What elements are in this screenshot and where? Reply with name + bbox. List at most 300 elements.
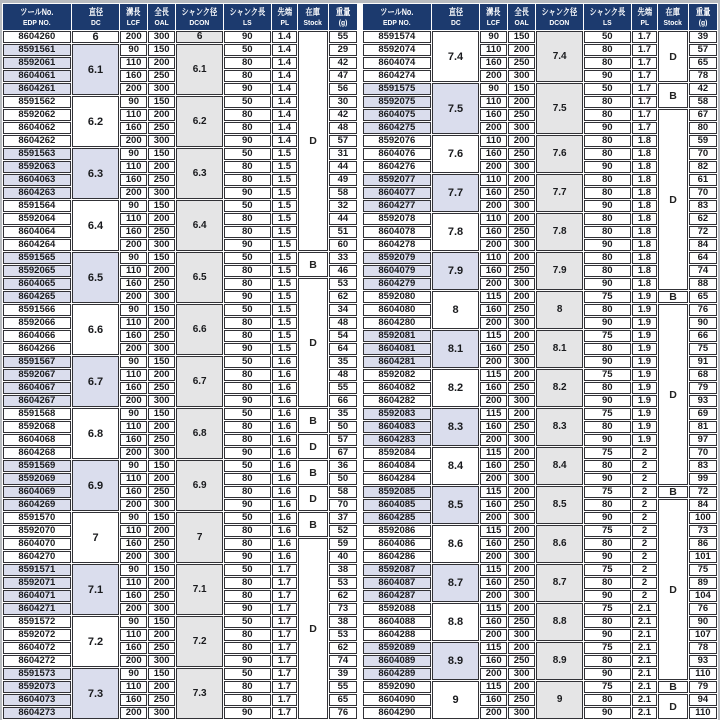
edp-cell: 8604280 <box>363 317 431 329</box>
ls-cell: 80 <box>584 538 631 550</box>
weight-cell: 55 <box>329 681 357 693</box>
oal-cell: 250 <box>148 694 175 706</box>
edp-cell: 8592064 <box>3 213 71 225</box>
ls-cell: 90 <box>224 707 271 719</box>
pl-cell: 2.1 <box>632 603 658 615</box>
ls-cell: 75 <box>584 564 631 576</box>
ls-cell: 90 <box>584 512 631 524</box>
oal-cell: 250 <box>508 304 535 316</box>
edp-cell: 8604279 <box>363 278 431 290</box>
lcf-cell: 160 <box>480 304 507 316</box>
lcf-cell: 160 <box>480 57 507 69</box>
weight-cell: 78 <box>689 642 717 654</box>
pl-cell: 1.8 <box>632 252 658 264</box>
oal-cell: 250 <box>508 265 535 277</box>
ls-cell: 90 <box>584 551 631 563</box>
dc-cell: 8.3 <box>432 408 480 446</box>
oal-cell: 250 <box>148 434 175 446</box>
pl-cell: 1.5 <box>272 330 298 342</box>
oal-cell: 300 <box>508 434 535 446</box>
dc-cell: 8.1 <box>432 330 480 368</box>
pl-cell: 2.1 <box>632 707 658 719</box>
lcf-cell: 90 <box>120 616 147 628</box>
pl-cell: 1.8 <box>632 161 658 173</box>
oal-cell: 300 <box>508 356 535 368</box>
oal-cell: 300 <box>508 278 535 290</box>
ls-cell: 90 <box>224 343 271 355</box>
pl-cell: 1.7 <box>632 109 658 121</box>
dc-cell: 8.2 <box>432 369 480 407</box>
lcf-cell: 110 <box>480 213 507 225</box>
stock-cell: B <box>658 681 687 693</box>
col-header-jp: 溝長 <box>126 7 141 17</box>
dc-cell: 6.4 <box>72 200 120 251</box>
lcf-cell: 160 <box>480 109 507 121</box>
dc-cell: 6.3 <box>72 148 120 199</box>
edp-cell: 8604287 <box>363 590 431 602</box>
weight-cell: 58 <box>689 96 717 108</box>
ls-cell: 75 <box>584 642 631 654</box>
weight-cell: 54 <box>329 330 357 342</box>
col-header-jp: 重量 <box>335 7 351 17</box>
oal-cell: 150 <box>148 304 175 316</box>
stock-cell: B <box>658 83 687 108</box>
lcf-cell: 200 <box>120 499 147 511</box>
lcf-cell: 200 <box>480 668 507 680</box>
weight-cell: 90 <box>689 317 717 329</box>
lcf-cell: 160 <box>480 538 507 550</box>
ls-cell: 80 <box>584 226 631 238</box>
oal-cell: 250 <box>148 330 175 342</box>
pl-cell: 1.9 <box>632 291 658 303</box>
lcf-cell: 200 <box>480 356 507 368</box>
edp-cell: 8604075 <box>363 109 431 121</box>
oal-cell: 300 <box>508 473 535 485</box>
pl-cell: 1.9 <box>632 395 658 407</box>
oal-cell: 150 <box>148 564 175 576</box>
dcon-cell: 6.2 <box>176 96 223 147</box>
pl-cell: 1.5 <box>272 317 298 329</box>
weight-cell: 110 <box>689 707 717 719</box>
dcon-cell: 6 <box>176 31 223 43</box>
weight-cell: 51 <box>329 226 357 238</box>
oal-cell: 200 <box>508 213 535 225</box>
lcf-cell: 200 <box>480 278 507 290</box>
dc-cell: 6.7 <box>72 356 120 407</box>
ls-cell: 80 <box>584 252 631 264</box>
ls-cell: 80 <box>224 265 271 277</box>
edp-cell: 8591561 <box>3 44 71 56</box>
edp-cell: 8604263 <box>3 187 71 199</box>
dc-cell: 7.6 <box>432 135 480 173</box>
edp-cell: 8592087 <box>363 564 431 576</box>
pl-cell: 2 <box>632 447 658 459</box>
dcon-cell: 8.8 <box>536 603 583 641</box>
spec-table-right <box>362 3 718 720</box>
oal-cell: 200 <box>148 577 175 589</box>
stock-cell: D <box>658 694 687 719</box>
ls-cell: 90 <box>224 499 271 511</box>
edp-cell: 8604086 <box>363 538 431 550</box>
edp-cell: 8591569 <box>3 460 71 472</box>
lcf-cell: 110 <box>120 421 147 433</box>
edp-cell: 8592086 <box>363 525 431 537</box>
oal-cell: 200 <box>148 421 175 433</box>
dcon-cell: 9 <box>536 681 583 719</box>
col-header-jp: 先端 <box>277 7 292 17</box>
pl-cell: 1.7 <box>632 83 658 95</box>
ls-cell: 90 <box>584 668 631 680</box>
edp-cell: 8604290 <box>363 707 431 719</box>
ls-cell: 75 <box>584 330 631 342</box>
weight-cell: 62 <box>329 642 357 654</box>
lcf-cell: 110 <box>120 109 147 121</box>
weight-cell: 57 <box>689 44 717 56</box>
lcf-cell: 110 <box>120 369 147 381</box>
col-header-en: OAL <box>154 18 169 27</box>
lcf-cell: 160 <box>120 174 147 186</box>
weight-cell: 53 <box>329 629 357 641</box>
stock-cell: D <box>658 109 687 290</box>
dcon-cell: 7.4 <box>536 31 583 82</box>
edp-cell: 8591570 <box>3 512 71 524</box>
edp-cell: 8604073 <box>3 694 71 706</box>
dc-cell: 7 <box>72 512 120 563</box>
edp-cell: 8604283 <box>363 434 431 446</box>
lcf-cell: 200 <box>480 629 507 641</box>
lcf-cell: 200 <box>120 239 147 251</box>
edp-cell: 8604066 <box>3 330 71 342</box>
edp-cell: 8604068 <box>3 434 71 446</box>
ls-cell: 90 <box>224 551 271 563</box>
ls-cell: 80 <box>224 70 271 82</box>
pl-cell: 1.7 <box>632 96 658 108</box>
col-header-oal <box>508 4 535 30</box>
weight-cell: 36 <box>329 460 357 472</box>
ls-cell: 50 <box>224 304 271 316</box>
lcf-cell: 115 <box>480 369 507 381</box>
dc-cell: 7.4 <box>432 31 480 82</box>
dcon-cell: 8.6 <box>536 525 583 563</box>
edp-cell: 8604271 <box>3 603 71 615</box>
pl-cell: 2 <box>632 538 658 550</box>
pl-cell: 2.1 <box>632 655 658 667</box>
ls-cell: 50 <box>224 668 271 680</box>
col-header-dcon <box>536 4 583 30</box>
oal-cell: 250 <box>148 122 175 134</box>
oal-cell: 200 <box>508 369 535 381</box>
lcf-cell: 115 <box>480 291 507 303</box>
edp-cell: 8604071 <box>3 590 71 602</box>
oal-cell: 150 <box>148 512 175 524</box>
lcf-cell: 90 <box>120 44 147 56</box>
col-header-jp: シャンク径 <box>181 7 218 17</box>
ls-cell: 80 <box>584 694 631 706</box>
lcf-cell: 160 <box>480 421 507 433</box>
edp-cell: 8604270 <box>3 551 71 563</box>
ls-cell: 80 <box>584 44 631 56</box>
lcf-cell: 115 <box>480 330 507 342</box>
edp-cell: 8604077 <box>363 187 431 199</box>
ls-cell: 50 <box>224 408 271 420</box>
ls-cell: 80 <box>224 317 271 329</box>
edp-cell: 8592083 <box>363 408 431 420</box>
ls-cell: 50 <box>224 460 271 472</box>
edp-cell: 8592076 <box>363 135 431 147</box>
oal-cell: 250 <box>508 694 535 706</box>
edp-cell: 8604272 <box>3 655 71 667</box>
col-header-jp: 在庫 <box>305 7 321 17</box>
oal-cell: 150 <box>148 668 175 680</box>
ls-cell: 90 <box>584 122 631 134</box>
dcon-cell: 8 <box>536 291 583 329</box>
ls-cell: 90 <box>224 447 271 459</box>
pl-cell: 1.7 <box>272 603 298 615</box>
lcf-cell: 110 <box>120 577 147 589</box>
oal-cell: 300 <box>148 31 175 43</box>
weight-cell: 90 <box>689 616 717 628</box>
stock-cell: B <box>298 252 327 277</box>
weight-cell: 67 <box>329 447 357 459</box>
pl-cell: 1.7 <box>632 122 658 134</box>
oal-cell: 300 <box>148 187 175 199</box>
lcf-cell: 160 <box>120 70 147 82</box>
ls-cell: 80 <box>224 629 271 641</box>
oal-cell: 200 <box>148 525 175 537</box>
ls-cell: 50 <box>224 616 271 628</box>
weight-cell: 97 <box>689 434 717 446</box>
weight-cell: 81 <box>689 421 717 433</box>
col-header-en: LCF <box>487 18 501 27</box>
lcf-cell: 200 <box>480 200 507 212</box>
lcf-cell: 110 <box>120 525 147 537</box>
lcf-cell: 200 <box>120 655 147 667</box>
edp-cell: 8591573 <box>3 668 71 680</box>
col-header-en: Stock <box>663 18 683 27</box>
pl-cell: 1.6 <box>272 395 298 407</box>
weight-cell: 84 <box>689 499 717 511</box>
weight-cell: 70 <box>329 499 357 511</box>
edp-cell: 8604070 <box>3 538 71 550</box>
dc-cell: 8.8 <box>432 603 480 641</box>
pl-cell: 1.5 <box>272 200 298 212</box>
oal-cell: 150 <box>508 83 535 95</box>
edp-cell: 8592084 <box>363 447 431 459</box>
oal-cell: 150 <box>148 408 175 420</box>
weight-cell: 110 <box>689 668 717 680</box>
oal-cell: 200 <box>148 681 175 693</box>
dcon-cell: 6.3 <box>176 148 223 199</box>
pl-cell: 2 <box>632 512 658 524</box>
ls-cell: 80 <box>224 434 271 446</box>
pl-cell: 1.6 <box>272 486 298 498</box>
oal-cell: 200 <box>508 681 535 693</box>
pl-cell: 1.6 <box>272 538 298 550</box>
dc-cell: 7.9 <box>432 252 480 290</box>
ls-cell: 80 <box>584 421 631 433</box>
pl-cell: 2.1 <box>632 629 658 641</box>
dc-cell: 6.5 <box>72 252 120 303</box>
ls-cell: 80 <box>584 460 631 472</box>
ls-cell: 80 <box>584 96 631 108</box>
col-header-oal <box>148 4 175 30</box>
edp-cell: 8604273 <box>3 707 71 719</box>
lcf-cell: 110 <box>480 174 507 186</box>
spec-table-left-wrap <box>2 3 358 720</box>
ls-cell: 80 <box>224 681 271 693</box>
oal-cell: 200 <box>148 213 175 225</box>
lcf-cell: 200 <box>480 473 507 485</box>
lcf-cell: 160 <box>480 265 507 277</box>
weight-cell: 55 <box>329 382 357 394</box>
pl-cell: 1.9 <box>632 330 658 342</box>
lcf-cell: 110 <box>480 44 507 56</box>
pl-cell: 1.7 <box>272 655 298 667</box>
ls-cell: 80 <box>224 590 271 602</box>
weight-cell: 48 <box>329 122 357 134</box>
lcf-cell: 90 <box>480 83 507 95</box>
oal-cell: 300 <box>148 707 175 719</box>
lcf-cell: 110 <box>120 629 147 641</box>
dc-cell: 8.6 <box>432 525 480 563</box>
stock-cell: D <box>298 538 327 719</box>
lcf-cell: 200 <box>480 70 507 82</box>
pl-cell: 1.5 <box>272 174 298 186</box>
ls-cell: 50 <box>224 564 271 576</box>
oal-cell: 300 <box>508 161 535 173</box>
lcf-cell: 200 <box>480 434 507 446</box>
spec-table-right-wrap <box>362 3 718 720</box>
col-header-dc <box>432 4 480 30</box>
pl-cell: 1.8 <box>632 187 658 199</box>
pl-cell: 1.5 <box>272 148 298 160</box>
pl-cell: 1.8 <box>632 265 658 277</box>
weight-cell: 104 <box>689 590 717 602</box>
col-header-jp: 先端 <box>637 7 652 17</box>
oal-cell: 300 <box>508 629 535 641</box>
dcon-cell: 6.4 <box>176 200 223 251</box>
lcf-cell: 90 <box>120 668 147 680</box>
lcf-cell: 160 <box>480 499 507 511</box>
pl-cell: 2.1 <box>632 616 658 628</box>
weight-cell: 60 <box>329 239 357 251</box>
edp-cell: 8592090 <box>363 681 431 693</box>
ls-cell: 90 <box>584 629 631 641</box>
lcf-cell: 160 <box>120 278 147 290</box>
col-header-jp: ツールNo. <box>380 7 414 17</box>
pl-cell: 2.1 <box>632 668 658 680</box>
pl-cell: 1.7 <box>272 577 298 589</box>
edp-cell: 8592068 <box>3 421 71 433</box>
oal-cell: 300 <box>508 395 535 407</box>
dc-cell: 6 <box>72 31 120 43</box>
edp-cell: 8591563 <box>3 148 71 160</box>
ls-cell: 80 <box>224 369 271 381</box>
weight-cell: 91 <box>689 356 717 368</box>
pl-cell: 1.8 <box>632 148 658 160</box>
lcf-cell: 115 <box>480 681 507 693</box>
edp-cell: 8592079 <box>363 252 431 264</box>
pl-cell: 1.4 <box>272 70 298 82</box>
weight-cell: 52 <box>329 525 357 537</box>
weight-cell: 33 <box>329 252 357 264</box>
dcon-cell: 8.7 <box>536 564 583 602</box>
oal-cell: 200 <box>508 642 535 654</box>
stock-cell: D <box>298 278 327 407</box>
pl-cell: 1.9 <box>632 343 658 355</box>
dcon-cell: 8.4 <box>536 447 583 485</box>
oal-cell: 300 <box>148 83 175 95</box>
ls-cell: 90 <box>584 70 631 82</box>
edp-cell: 8591574 <box>363 31 431 43</box>
ls-cell: 80 <box>584 577 631 589</box>
weight-cell: 53 <box>329 278 357 290</box>
lcf-cell: 110 <box>480 252 507 264</box>
edp-cell: 8604065 <box>3 278 71 290</box>
dcon-cell: 8.3 <box>536 408 583 446</box>
weight-cell: 48 <box>329 317 357 329</box>
ls-cell: 90 <box>224 135 271 147</box>
dc-cell: 8.9 <box>432 642 480 680</box>
pl-cell: 1.5 <box>272 187 298 199</box>
ls-cell: 80 <box>224 213 271 225</box>
ls-cell: 80 <box>224 122 271 134</box>
ls-cell: 50 <box>224 200 271 212</box>
edp-cell: 8604074 <box>363 57 431 69</box>
lcf-cell: 200 <box>480 590 507 602</box>
weight-cell: 82 <box>689 161 717 173</box>
weight-cell: 83 <box>689 460 717 472</box>
weight-cell: 29 <box>329 44 357 56</box>
pl-cell: 1.6 <box>272 421 298 433</box>
edp-cell: 8592077 <box>363 174 431 186</box>
oal-cell: 300 <box>148 135 175 147</box>
ls-cell: 80 <box>584 265 631 277</box>
dc-cell: 8.4 <box>432 447 480 485</box>
lcf-cell: 200 <box>480 122 507 134</box>
lcf-cell: 160 <box>480 460 507 472</box>
weight-cell: 62 <box>329 291 357 303</box>
lcf-cell: 110 <box>480 96 507 108</box>
weight-cell: 73 <box>689 525 717 537</box>
oal-cell: 150 <box>148 200 175 212</box>
ls-cell: 75 <box>584 369 631 381</box>
weight-cell: 70 <box>689 447 717 459</box>
pl-cell: 2.1 <box>632 681 658 693</box>
oal-cell: 250 <box>508 226 535 238</box>
col-header-jp: 溝長 <box>486 7 501 17</box>
weight-cell: 39 <box>329 668 357 680</box>
ls-cell: 80 <box>224 278 271 290</box>
weight-cell: 42 <box>329 109 357 121</box>
pl-cell: 1.5 <box>272 304 298 316</box>
dcon-cell: 7.8 <box>536 213 583 251</box>
weight-cell: 79 <box>689 681 717 693</box>
col-header-jp: シャンク長 <box>589 7 626 17</box>
stock-cell: D <box>658 31 687 82</box>
col-header-lcf <box>120 4 147 30</box>
oal-cell: 250 <box>148 226 175 238</box>
pl-cell: 1.9 <box>632 382 658 394</box>
ls-cell: 80 <box>224 330 271 342</box>
oal-cell: 300 <box>508 239 535 251</box>
edp-cell: 8604260 <box>3 31 71 43</box>
ls-cell: 80 <box>224 694 271 706</box>
weight-cell: 101 <box>689 551 717 563</box>
dc-cell: 7.8 <box>432 213 480 251</box>
stock-cell: B <box>658 291 687 303</box>
oal-cell: 250 <box>508 148 535 160</box>
